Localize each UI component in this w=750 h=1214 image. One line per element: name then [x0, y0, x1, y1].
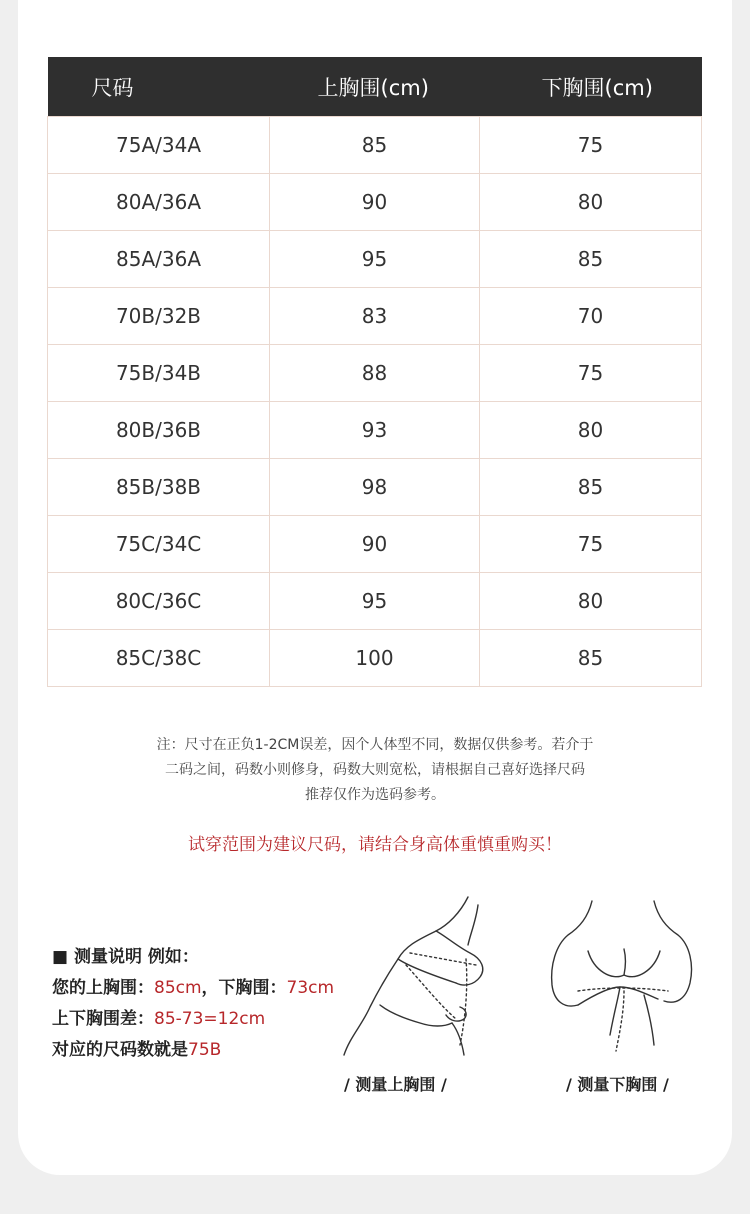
size-table — [47, 57, 702, 687]
header-under-bust: 下胸围(cm) — [480, 57, 702, 117]
table-row — [48, 117, 702, 174]
cell-size: 85C/38C — [48, 630, 270, 687]
header-size: 尺码 — [48, 57, 270, 117]
table-header-row — [48, 57, 702, 117]
caption-lower-bust: / 测量下胸围 / — [566, 1075, 669, 1094]
cell-upper: 83 — [270, 288, 480, 345]
measure-line: 上下胸围差：85-73=12cm — [52, 1009, 266, 1029]
measure-instructions — [52, 942, 334, 1066]
cell-upper: 93 — [270, 402, 480, 459]
cell-upper: 90 — [270, 516, 480, 573]
cell-upper: 95 — [270, 573, 480, 630]
cell-under: 85 — [480, 231, 702, 288]
table-row — [48, 345, 702, 402]
cell-size: 85B/38B — [48, 459, 270, 516]
caption-upper-bust: / 测量上胸围 / — [344, 1075, 447, 1094]
cell-under: 75 — [480, 516, 702, 573]
cell-upper: 85 — [270, 117, 480, 174]
table-row — [48, 231, 702, 288]
cell-size: 80A/36A — [48, 174, 270, 231]
cell-size: 80B/36B — [48, 402, 270, 459]
cell-size: 85A/36A — [48, 231, 270, 288]
size-note — [120, 733, 630, 808]
table-row — [48, 630, 702, 687]
table-row — [48, 516, 702, 573]
cell-under: 75 — [480, 345, 702, 402]
table-row — [48, 573, 702, 630]
table-row — [48, 402, 702, 459]
note-line: 二码之间，码数小则修身，码数大则宽松，请根据自己喜好选择尺码 — [165, 762, 585, 778]
measure-title: ■ 测量说明 例如： — [52, 947, 199, 967]
size-warning: 试穿范围为建议尺码，请结合身高体重慎重购买！ — [188, 835, 562, 855]
table-row — [48, 459, 702, 516]
table-row — [48, 174, 702, 231]
measure-line: 对应的尺码数就是75B — [52, 1040, 222, 1060]
cell-upper: 100 — [270, 630, 480, 687]
cell-under: 85 — [480, 630, 702, 687]
cell-under: 80 — [480, 174, 702, 231]
table-row — [48, 288, 702, 345]
cell-upper: 88 — [270, 345, 480, 402]
cell-under: 75 — [480, 117, 702, 174]
cell-upper: 98 — [270, 459, 480, 516]
cell-under: 70 — [480, 288, 702, 345]
cell-under: 80 — [480, 573, 702, 630]
cell-under: 85 — [480, 459, 702, 516]
cell-size: 75B/34B — [48, 345, 270, 402]
cell-under: 80 — [480, 402, 702, 459]
cell-size: 75C/34C — [48, 516, 270, 573]
header-upper-bust: 上胸围(cm) — [270, 57, 480, 117]
cell-size: 80C/36C — [48, 573, 270, 630]
under-bust-figure — [548, 895, 698, 1055]
cell-size: 70B/32B — [48, 288, 270, 345]
measure-line: 您的上胸围：85cm，下胸围：73cm — [52, 978, 335, 998]
upper-bust-figure — [340, 895, 510, 1060]
cell-size: 75A/34A — [48, 117, 270, 174]
note-line: 注：尺寸在正负1-2CM误差，因个人体型不同，数据仅供参考。若介于 — [156, 737, 594, 753]
cell-upper: 95 — [270, 231, 480, 288]
cell-upper: 90 — [270, 174, 480, 231]
note-line: 推荐仅作为选码参考。 — [305, 787, 445, 803]
